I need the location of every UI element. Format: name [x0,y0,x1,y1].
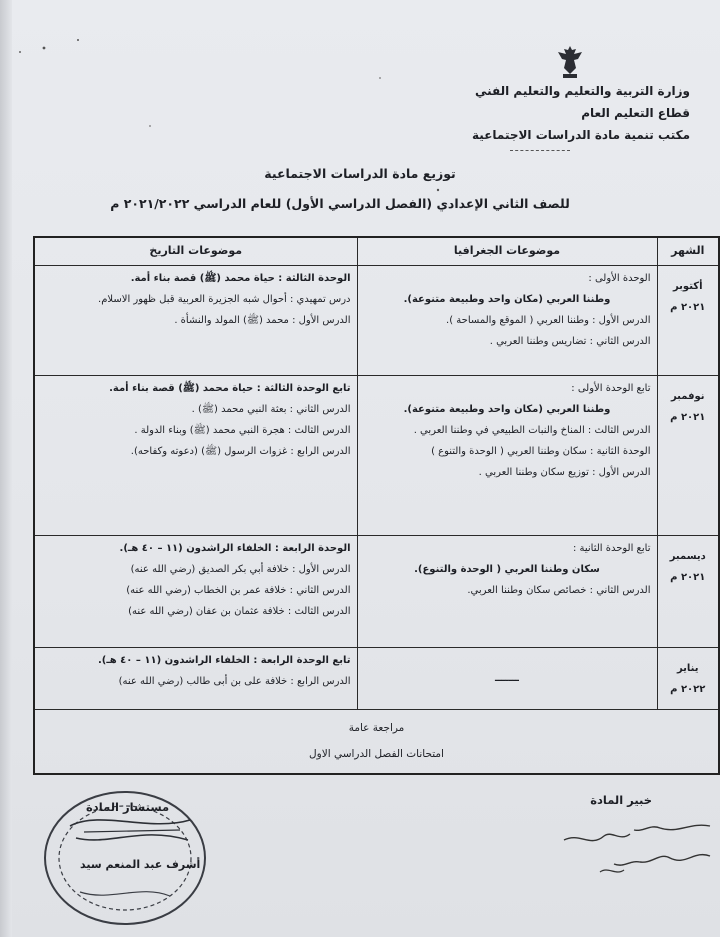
header-month: الشهر [657,237,719,265]
ministry-header [390,80,690,151]
header-history: موضوعات التاريخ [34,237,357,265]
history-cell [34,647,357,709]
eagle-emblem-icon [554,44,586,80]
history-cell [34,535,357,647]
hist-line: الوحدة الرابعة : الخلفاء الراشدون (١١ – ٤٠ هـ). [119,542,351,554]
expert-signature-scribble [560,812,720,882]
month-year: ٢٠٢١ م [670,571,706,583]
geo-line: الدرس الثالث : المناخ والنبات الطبيعي في وطننا العربي . [413,424,651,436]
table-header-row [34,237,719,265]
month-name: يناير [676,662,699,674]
subject-advisor-name: أشرف عبد المنعم سيد [80,858,201,871]
geo-line: الوحدة الثانية : سكان وطننا العربي ( الوحدة والتنوع ) [431,445,651,457]
header-divider [510,150,570,151]
document-title: توزيع مادة الدراسات الاجتماعية [264,166,456,181]
table-row [34,535,719,647]
subject-expert-title: خبير المادة [590,793,652,807]
geo-line: الوحدة الأولى : [588,272,651,284]
month-year: ٢٠٢٢ م [670,683,706,695]
document-subtitle: للصف الثاني الإعدادي (الفصل الدراسي الأول) للعام الدراسي ٢٠٢١/٢٠٢٢ م [110,196,570,211]
geography-cell [357,647,657,709]
geo-line: تابع الوحدة الأولى : [571,382,651,394]
geography-cell [357,535,657,647]
month-cell [657,535,719,647]
month-year: ٢٠٢١ م [670,301,706,313]
hist-line: الدرس الثاني : بعثة النبي محمد (ﷺ) . [191,403,351,415]
history-cell [34,265,357,375]
paper-edge-shadow [0,0,12,937]
geo-line: الدرس الثاني : تضاريس وطننا العربي . [489,335,651,347]
hist-line: الدرس الثالث : هجرة النبي محمد (ﷺ) وبناء الدولة . [134,424,351,436]
general-review-cell [34,709,719,774]
semester-exams: امتحانات الفصل الدراسي الاول [309,748,444,761]
hist-line: الدرس الرابع : خلافة على بن أبى طالب (رضي الله عنه) [118,675,351,687]
ministry-name: وزارة التربية والتعليم والتعليم الفني [474,84,690,98]
month-name: أكتوبر [672,280,703,292]
geo-line: وطننا العربي (مكان واحد وطبيعة متنوعة). [403,293,611,305]
hist-line: الدرس الأول : محمد (ﷺ) المولد والنشأة . [174,314,351,326]
hist-line: الدرس الثالث : خلافة عثمان بن عفان (رضي الله عنه) [128,605,351,617]
month-year: ٢٠٢١ م [670,411,706,423]
hist-line: الدرس الرابع : غزوات الرسول (ﷺ) (دعوته وكفاحه). [130,445,351,457]
month-cell [657,647,719,709]
hist-line: تابع الوحدة الرابعة : الخلفاء الراشدون (١١ – ٤٠ هـ). [97,654,351,666]
geo-line: ـــــــ [495,672,519,684]
office-name: مكتب تنمية مادة الدراسات الاجتماعية [472,128,690,142]
hist-line: الدرس الأول : خلافة أبي بكر الصديق (رضي الله عنه) [130,563,351,575]
curriculum-schedule-table [33,236,720,775]
geo-line: وطننا العربي (مكان واحد وطبيعة متنوعة). [403,403,611,415]
subject-advisor-title: مستشار المادة [86,800,170,814]
history-cell [34,375,357,535]
table-row-general [34,709,719,774]
table-row [34,265,719,375]
geo-line: سكان وطننا العربي ( الوحدة والتنوع). [414,563,600,575]
geo-line: الدرس الثاني : خصائص سكان وطننا العربي. [467,584,651,596]
geo-line: الدرس الأول : وطننا العربي ( الموقع والمساحة ). [446,314,651,326]
month-cell [657,375,719,535]
hist-line: درس تمهيدي : أحوال شبه الجزيرة العربية قبل ظهور الاسلام. [98,293,351,305]
month-cell [657,265,719,375]
month-name: نوفمبر [670,390,705,402]
table-row [34,647,719,709]
hist-line: الوحدة الثالثة : حياة محمد (ﷺ) قصة بناء أمة. [130,272,351,284]
general-review: مراجعة عامة [348,722,405,735]
month-name: ديسمبر [669,550,706,562]
header-geography: موضوعات الجغرافيا [357,237,657,265]
geo-line: الدرس الأول : توزيع سكان وطننا العربي . [478,466,651,478]
geo-line: تابع الوحدة الثانية : [572,542,651,554]
hist-line: تابع الوحدة الثالثة : حياة محمد (ﷺ) قصة بناء أمة. [109,382,351,394]
sector-name: قطاع التعليم العام [581,106,690,120]
geography-cell [357,375,657,535]
geography-cell [357,265,657,375]
table-row [34,375,719,535]
hist-line: الدرس الثاني : خلافة عمر بن الخطاب (رضي الله عنه) [126,584,351,596]
